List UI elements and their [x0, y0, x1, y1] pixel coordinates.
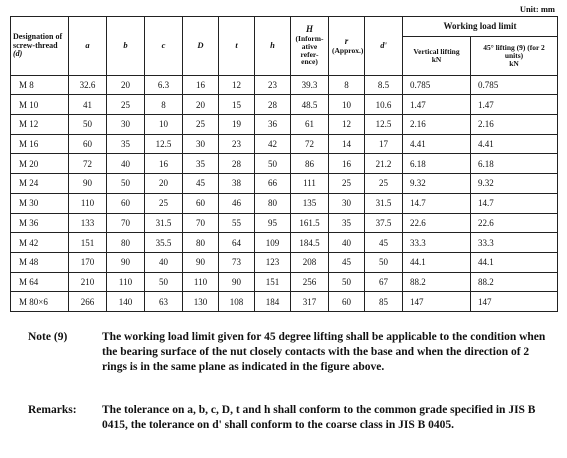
header-45-text: 45° lifting (9) (for 2 units) — [483, 42, 545, 60]
value-cell: 48.5 — [291, 95, 329, 115]
header-vertical-text: Vertical lifting — [413, 46, 460, 56]
table-row — [11, 193, 558, 213]
value-cell: 170 — [69, 252, 107, 272]
value-cell: 109 — [255, 233, 291, 253]
header-designation — [11, 17, 69, 76]
value-cell: 9.32 — [403, 174, 471, 194]
value-cell: 23 — [255, 75, 291, 95]
value-cell: 1.47 — [471, 95, 558, 115]
value-cell: 42 — [255, 134, 291, 154]
header-r — [329, 17, 365, 76]
value-cell: 16 — [329, 154, 365, 174]
designation-cell: M 24 — [11, 174, 69, 194]
value-cell: 35 — [183, 154, 219, 174]
value-cell: 16 — [145, 154, 183, 174]
value-cell: 39.3 — [291, 75, 329, 95]
value-cell: 33.3 — [403, 233, 471, 253]
designation-cell: M 80×6 — [11, 292, 69, 312]
value-cell: 90 — [107, 252, 145, 272]
value-cell: 151 — [255, 272, 291, 292]
value-cell: 80 — [107, 233, 145, 253]
table-row — [11, 213, 558, 233]
value-cell: 80 — [183, 233, 219, 253]
designation-cell: M 10 — [11, 95, 69, 115]
value-cell: 317 — [291, 292, 329, 312]
value-cell: 44.1 — [403, 252, 471, 272]
value-cell: 20 — [145, 174, 183, 194]
remarks-label: Remarks: — [28, 404, 77, 416]
table-row — [11, 174, 558, 194]
table-body — [11, 75, 558, 311]
value-cell: 31.5 — [365, 193, 403, 213]
value-cell: 90 — [69, 174, 107, 194]
value-cell: 20 — [183, 95, 219, 115]
value-cell: 60 — [183, 193, 219, 213]
value-cell: 40 — [145, 252, 183, 272]
value-cell: 73 — [219, 252, 255, 272]
value-cell: 266 — [69, 292, 107, 312]
value-cell: 14 — [329, 134, 365, 154]
value-cell: 85 — [365, 292, 403, 312]
value-cell: 16 — [183, 75, 219, 95]
value-cell: 50 — [255, 154, 291, 174]
designation-cell: M 20 — [11, 154, 69, 174]
table-row — [11, 95, 558, 115]
value-cell: 19 — [219, 115, 255, 135]
value-cell: 36 — [255, 115, 291, 135]
value-cell: 90 — [219, 272, 255, 292]
header-H — [291, 17, 329, 76]
value-cell: 130 — [183, 292, 219, 312]
table-row — [11, 272, 558, 292]
value-cell: 6.3 — [145, 75, 183, 95]
header-h: h — [255, 17, 291, 76]
value-cell: 35 — [107, 134, 145, 154]
table-row — [11, 252, 558, 272]
designation-cell: M 64 — [11, 272, 69, 292]
header-a: a — [69, 17, 107, 76]
header-D: D — [183, 17, 219, 76]
value-cell: 38 — [219, 174, 255, 194]
value-cell: 8 — [145, 95, 183, 115]
value-cell: 0.785 — [471, 75, 558, 95]
value-cell: 64 — [219, 233, 255, 253]
value-cell: 12 — [329, 115, 365, 135]
value-cell: 40 — [329, 233, 365, 253]
value-cell: 35 — [329, 213, 365, 233]
value-cell: 9.32 — [471, 174, 558, 194]
designation-cell: M 42 — [11, 233, 69, 253]
value-cell: 14.7 — [403, 193, 471, 213]
header-b: b — [107, 17, 145, 76]
table-row — [11, 134, 558, 154]
value-cell: 256 — [291, 272, 329, 292]
value-cell: 50 — [69, 115, 107, 135]
value-cell: 32.6 — [69, 75, 107, 95]
value-cell: 135 — [291, 193, 329, 213]
designation-cell: M 12 — [11, 115, 69, 135]
value-cell: 72 — [69, 154, 107, 174]
value-cell: 66 — [255, 174, 291, 194]
table-row — [11, 115, 558, 135]
remarks-block — [28, 403, 548, 433]
value-cell: 60 — [107, 193, 145, 213]
value-cell: 33.3 — [471, 233, 558, 253]
value-cell: 25 — [145, 193, 183, 213]
value-cell: 70 — [183, 213, 219, 233]
note-text: The working load limit given for 45 degree lifting shall be applicable to the condition when the bearing surface of the nut closely contacts with the base and when the direction of 2 rings is in the same plane as indicated in the figure above. — [102, 331, 546, 373]
value-cell: 161.5 — [291, 213, 329, 233]
value-cell: 88.2 — [471, 272, 558, 292]
designation-cell: M 48 — [11, 252, 69, 272]
header-designation-text: Designation of screw-thread — [13, 32, 63, 50]
value-cell: 12.5 — [365, 115, 403, 135]
value-cell: 14.7 — [471, 193, 558, 213]
designation-cell: M 30 — [11, 193, 69, 213]
value-cell: 2.16 — [471, 115, 558, 135]
value-cell: 123 — [255, 252, 291, 272]
value-cell: 12 — [219, 75, 255, 95]
header-t: t — [219, 17, 255, 76]
value-cell: 28 — [255, 95, 291, 115]
value-cell: 4.41 — [403, 134, 471, 154]
value-cell: 0.785 — [403, 75, 471, 95]
note-block — [28, 330, 548, 375]
value-cell: 15 — [219, 95, 255, 115]
header-45-unit: kN — [509, 58, 519, 68]
remarks-text: The tolerance on a, b, c, D, t and h shall conform to the common grade specified in JIS B 0415, the tolerance on d' shall conform to the coarse class in JIS B 0405. — [102, 404, 536, 431]
value-cell: 50 — [145, 272, 183, 292]
value-cell: 60 — [329, 292, 365, 312]
value-cell: 37.5 — [365, 213, 403, 233]
value-cell: 20 — [107, 75, 145, 95]
value-cell: 147 — [403, 292, 471, 312]
value-cell: 61 — [291, 115, 329, 135]
value-cell: 10 — [145, 115, 183, 135]
value-cell: 2.16 — [403, 115, 471, 135]
value-cell: 110 — [183, 272, 219, 292]
value-cell: 45 — [183, 174, 219, 194]
header-H-sub: (Inform-ative refer-ence) — [295, 33, 324, 67]
value-cell: 25 — [365, 174, 403, 194]
value-cell: 184 — [255, 292, 291, 312]
value-cell: 88.2 — [403, 272, 471, 292]
designation-cell: M 8 — [11, 75, 69, 95]
value-cell: 110 — [69, 193, 107, 213]
value-cell: 50 — [107, 174, 145, 194]
value-cell: 22.6 — [403, 213, 471, 233]
header-45-lifting — [471, 36, 558, 75]
value-cell: 10.6 — [365, 95, 403, 115]
value-cell: 133 — [69, 213, 107, 233]
value-cell: 6.18 — [471, 154, 558, 174]
value-cell: 86 — [291, 154, 329, 174]
value-cell: 50 — [329, 272, 365, 292]
value-cell: 8 — [329, 75, 365, 95]
value-cell: 23 — [219, 134, 255, 154]
eyebolt-spec-table — [10, 16, 558, 312]
value-cell: 8.5 — [365, 75, 403, 95]
value-cell: 41 — [69, 95, 107, 115]
value-cell: 40 — [107, 154, 145, 174]
designation-cell: M 16 — [11, 134, 69, 154]
value-cell: 10 — [329, 95, 365, 115]
value-cell: 70 — [107, 213, 145, 233]
value-cell: 46 — [219, 193, 255, 213]
value-cell: 45 — [365, 233, 403, 253]
value-cell: 208 — [291, 252, 329, 272]
header-vertical-unit: kN — [431, 54, 442, 64]
value-cell: 4.41 — [471, 134, 558, 154]
header-r-sub: (Approx.) — [332, 45, 364, 55]
value-cell: 12.5 — [145, 134, 183, 154]
value-cell: 35.5 — [145, 233, 183, 253]
value-cell: 95 — [255, 213, 291, 233]
header-H-var: H — [305, 24, 313, 35]
value-cell: 140 — [107, 292, 145, 312]
value-cell: 60 — [69, 134, 107, 154]
header-designation-var: (d) — [13, 49, 23, 59]
value-cell: 80 — [255, 193, 291, 213]
value-cell: 17 — [365, 134, 403, 154]
value-cell: 44.1 — [471, 252, 558, 272]
note-label: Note (9) — [28, 331, 68, 343]
value-cell: 72 — [291, 134, 329, 154]
value-cell: 108 — [219, 292, 255, 312]
value-cell: 6.18 — [403, 154, 471, 174]
value-cell: 28 — [219, 154, 255, 174]
designation-cell: M 36 — [11, 213, 69, 233]
value-cell: 210 — [69, 272, 107, 292]
table-row — [11, 292, 558, 312]
value-cell: 25 — [183, 115, 219, 135]
value-cell: 30 — [107, 115, 145, 135]
value-cell: 21.2 — [365, 154, 403, 174]
header-vertical-lifting — [403, 36, 471, 75]
value-cell: 110 — [107, 272, 145, 292]
value-cell: 30 — [329, 193, 365, 213]
value-cell: 55 — [219, 213, 255, 233]
value-cell: 147 — [471, 292, 558, 312]
value-cell: 67 — [365, 272, 403, 292]
value-cell: 25 — [329, 174, 365, 194]
value-cell: 22.6 — [471, 213, 558, 233]
value-cell: 90 — [183, 252, 219, 272]
value-cell: 25 — [107, 95, 145, 115]
table-row — [11, 75, 558, 95]
value-cell: 50 — [365, 252, 403, 272]
value-cell: 1.47 — [403, 95, 471, 115]
value-cell: 111 — [291, 174, 329, 194]
value-cell: 45 — [329, 252, 365, 272]
header-r-var: r — [344, 36, 349, 47]
value-cell: 151 — [69, 233, 107, 253]
value-cell: 31.5 — [145, 213, 183, 233]
value-cell: 30 — [183, 134, 219, 154]
table-row — [11, 233, 558, 253]
header-d-prime: d' — [365, 17, 403, 76]
value-cell: 63 — [145, 292, 183, 312]
value-cell: 184.5 — [291, 233, 329, 253]
unit-label: Unit: mm — [519, 4, 555, 14]
header-c: c — [145, 17, 183, 76]
table-row — [11, 154, 558, 174]
header-working-load-limit: Working load limit — [403, 17, 558, 37]
